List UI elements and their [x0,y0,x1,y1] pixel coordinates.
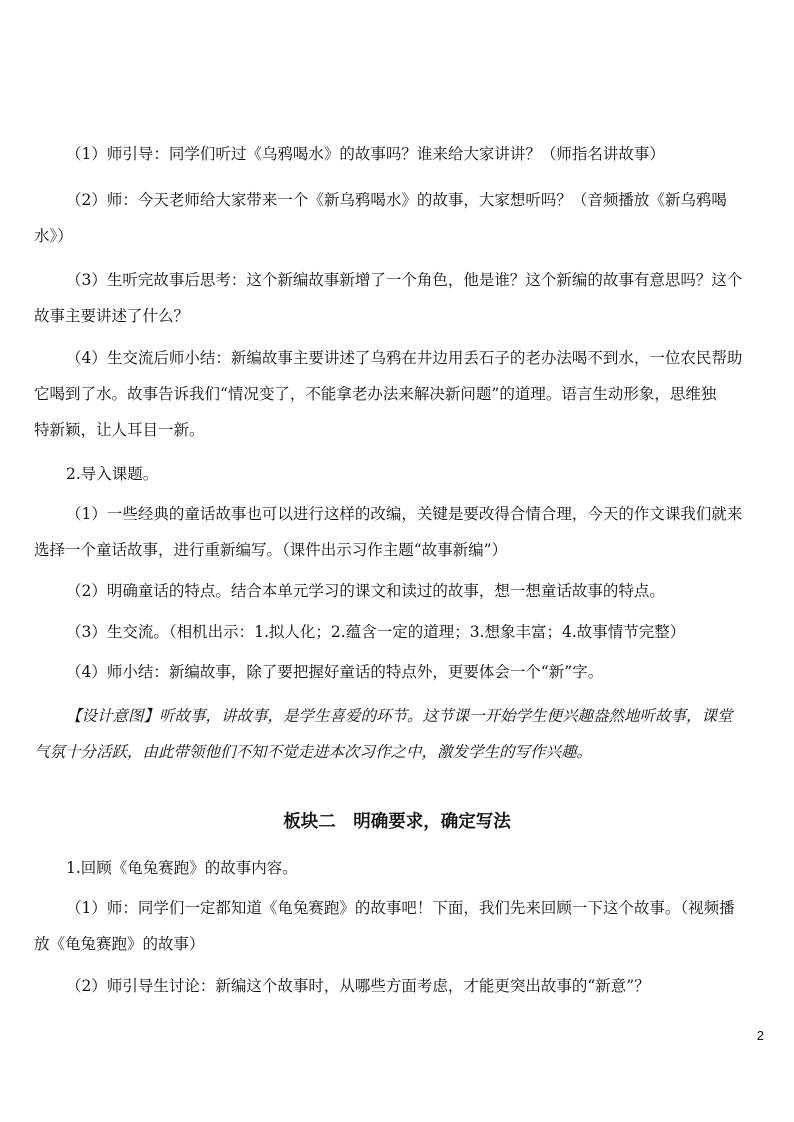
text-line: （1）师引导：同学们听过《乌鸦喝水》的故事吗？谁来给大家讲讲？（师指名讲故事） [66,145,665,163]
text-line: 它喝到了水。故事告诉我们“情况变了，不能拿老办法来解决新问题”的道理。语言生动形象，思维独 [34,385,717,403]
paragraph-summary [0,340,794,448]
paragraph-discussion [0,968,794,1004]
text-line: （1）师：同学们一定都知道《龟兔赛跑》的故事吧！下面，我们先来回顾一下这个故事。（视频播 [66,899,735,917]
text-line: （2）师引导生讨论：新编这个故事时，从哪些方面考虑，才能更突出故事的“新意”？ [66,977,650,995]
text-line: （3）生交流。（相机出示：1.拟人化；2.蕴含一定的道理；3.想象丰富；4.故事情节完整） [66,623,686,641]
text-line: 特新颖，让人耳目一新。 [34,421,205,439]
text-line: 1.回顾《龟兔赛跑》的故事内容。 [66,859,298,877]
paragraph-intro-topic [0,456,794,492]
section-heading [0,804,794,840]
text-line: 2.导入课题。 [66,465,159,483]
page-number: 2 [756,1028,764,1043]
paragraph-teacher-summary [0,654,794,690]
paragraph-teacher-guide [0,136,794,172]
paragraph-review-story [0,850,794,886]
paragraph-teacher-tortoise [0,890,794,962]
paragraph-adaptation [0,496,794,568]
text-line: （2）师：今天老师给大家带来一个《新乌鸦喝水》的故事，大家想听吗？（音频播放《新乌鸦喝 [66,191,727,209]
text-line: 放《龟兔赛跑》的故事） [34,935,205,953]
text-line: （4）师小结：新编故事，除了要把握好童话的特点外，更要体会一个“新”字。 [66,663,604,681]
paragraph-fairy-tale-features [0,573,794,609]
paragraph-design-intent [0,698,794,770]
text-line: 气氛十分活跃，由此带领他们不知不觉走进本次习作之中，激发学生的写作兴趣。 [34,743,593,761]
text-line: （1）一些经典的童话故事也可以进行这样的改编，关键是要改得合情合理，今天的作文课我们就来 [66,505,743,523]
heading-text: 板块二 明确要求，确定写法 [283,812,511,832]
text-line: （2）明确童话的特点。结合本单元学习的课文和读过的故事，想一想童话故事的特点。 [66,582,665,600]
text-line: 选择一个童话故事，进行重新编写。（课件出示习作主题“故事新编”） [34,541,508,559]
text-line: 【设计意图】听故事，讲故事，是学生喜爱的环节。这节课一开始学生便兴趣盎然地听故事，课堂 [66,707,733,725]
text-line: （4）生交流后师小结：新编故事主要讲述了乌鸦在井边用丢石子的老办法喝不到水，一位农民帮助 [66,349,743,367]
paragraph-student-exchange [0,614,794,650]
text-line: 故事主要讲述了什么？ [34,307,190,325]
paragraph-student-think [0,262,794,334]
text-line: （3）生听完故事后思考：这个新编故事新增了一个角色，他是谁？这个新编的故事有意思吗？这个 [66,271,743,289]
paragraph-new-crow-story [0,182,794,254]
text-line: 水》） [34,227,73,245]
